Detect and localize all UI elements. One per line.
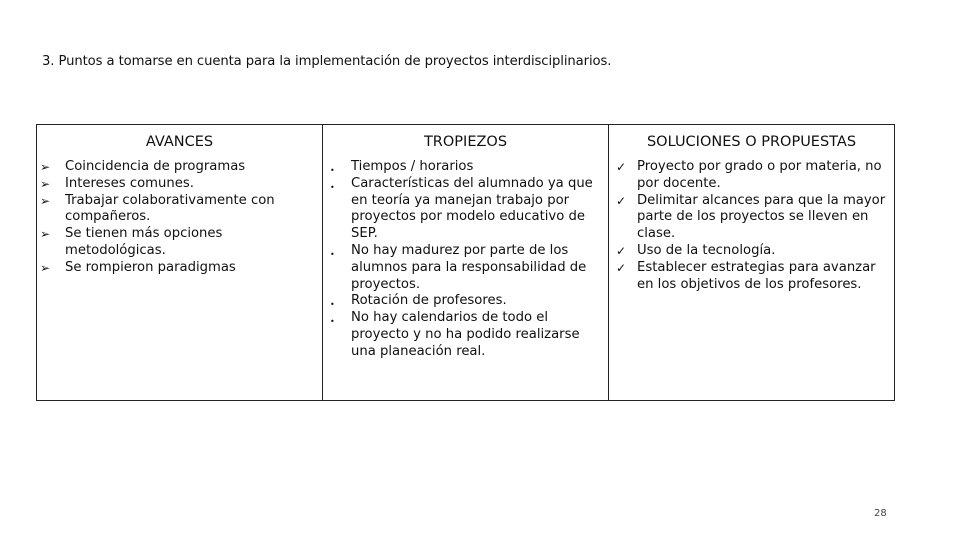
list-item: ✓ Proyecto por grado o por materia, no por docente. [616,159,882,191]
list-item: ✓ Delimitar alcances para que la mayor parte de los proyectos se lleven en clase. [616,192,886,242]
arrow-bullet-icon: ➢ [40,260,51,275]
avances-list [37,159,322,277]
list-item: ➢ Se rompieron paradigmas [40,259,236,275]
column-tropiezos [323,125,609,400]
dot-bullet-icon: • [330,166,335,175]
list-item: ➢ Intereses comunes. [40,175,194,191]
dot-bullet-icon: • [330,300,335,310]
list-item: ➢ Trabajar colaborativamente con compañeros. [40,192,275,225]
checkmark-bullet-icon: ✓ [616,193,627,208]
list-item: • No hay calendarios de todo el proyecto y no ha podido realizarse una planeación real. [330,310,580,359]
page-number: 28 [874,508,887,519]
list-item: • Características del alumnado ya que en teoría ya manejan trabajo por proyectos por modelo educativo de SEP. [330,175,593,242]
column-soluciones [609,125,894,400]
dot-bullet-icon: • [330,317,335,327]
column-header-tropiezos: TROPIEZOS [423,134,508,150]
arrow-bullet-icon: ➢ [40,160,51,174]
points-table [36,124,895,401]
list-item: ➢ Coincidencia de programas [40,159,246,174]
dot-bullet-icon: • [330,182,335,192]
dot-bullet-icon: • [330,249,335,259]
arrow-bullet-icon: ➢ [40,227,51,242]
checkmark-bullet-icon: ✓ [616,160,627,174]
list-item: • Rotación de profesores. [351,293,598,310]
list-item: ✓ Uso de la tecnología. [616,242,776,258]
page-heading: 3. Puntos a tomarse en cuenta para la implementación de proyectos interdisciplinarios. [42,54,612,69]
list-item: • Tiempos / horarios [351,159,598,176]
list-item: ✓ Establecer estrategias para avanzar en los objetivos de los profesores. [616,259,876,292]
checkmark-bullet-icon: ✓ [616,243,627,258]
list-item: ➢ Se tienen más opciones metodológicas. [40,226,223,258]
checkmark-bullet-icon: ✓ [616,260,627,275]
list-item: • No hay madurez por parte de los alumnos para la responsabilidad de proyectos. [330,242,587,292]
soluciones-list [609,159,894,293]
column-avances [37,125,323,400]
arrow-bullet-icon: ➢ [40,193,51,208]
arrow-bullet-icon: ➢ [40,176,51,191]
column-header-soluciones: SOLUCIONES O PROPUESTAS [646,134,857,150]
tropiezos-list [323,159,608,361]
column-header-avances: AVANCES [145,134,214,150]
